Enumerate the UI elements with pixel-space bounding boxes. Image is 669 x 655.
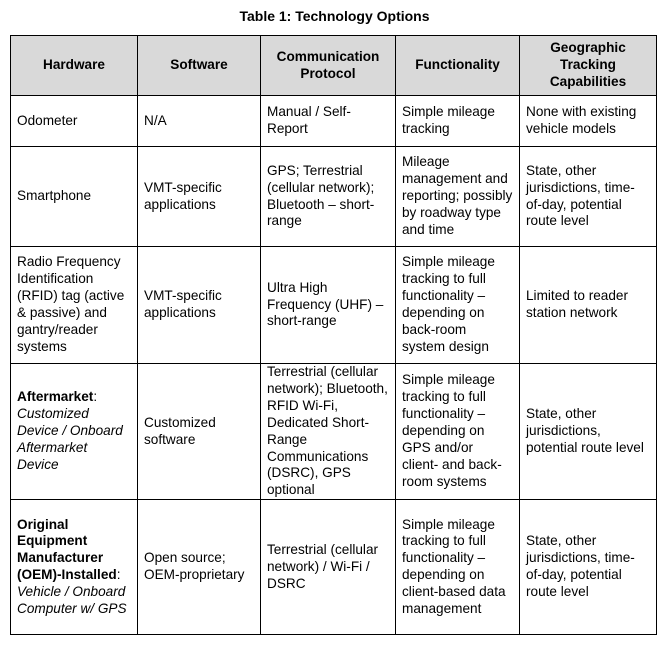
cell-protocol: GPS; Terrestrial (cellular network); Bluetooth – short-range xyxy=(261,147,396,247)
cell-software: N/A xyxy=(138,96,261,147)
cell-geo: Limited to reader station network xyxy=(520,247,657,364)
cell-hardware xyxy=(11,500,138,635)
cell-hardware: Odometer xyxy=(11,96,138,147)
table-row xyxy=(11,500,657,635)
cell-software: Customized software xyxy=(138,364,261,500)
column-header-software: Software xyxy=(138,36,261,96)
cell-hardware xyxy=(11,364,138,500)
cell-functionality: Simple mileage tracking to full functionality – depending on back-room system design xyxy=(396,247,520,364)
cell-protocol: Manual / Self-Report xyxy=(261,96,396,147)
table-header-row xyxy=(11,36,657,96)
cell-functionality: Simple mileage tracking to full functionality – depending on GPS and/or client- and back-room systems xyxy=(396,364,520,500)
cell-hardware: Smartphone xyxy=(11,147,138,247)
table-row xyxy=(11,364,657,500)
hardware-description: Vehicle / Onboard Computer w/ GPS xyxy=(17,584,127,617)
cell-software: VMT-specific applications xyxy=(138,147,261,247)
table-row xyxy=(11,147,657,247)
hardware-category: Original Equipment Manufacturer (OEM)-Installed xyxy=(17,516,117,583)
hardware-separator: : xyxy=(116,567,121,583)
cell-hardware: Radio Frequency Identification (RFID) tag (active & passive) and gantry/reader systems xyxy=(11,247,138,364)
cell-geo: None with existing vehicle models xyxy=(520,96,657,147)
cell-functionality: Mileage management and reporting; possibly by roadway type and time xyxy=(396,147,520,247)
cell-protocol: Ultra High Frequency (UHF) – short-range xyxy=(261,247,396,364)
cell-software: Open source; OEM-proprietary xyxy=(138,500,261,635)
hardware-separator: : xyxy=(93,389,98,405)
hardware-description: Customized Device / Onboard Aftermarket Device xyxy=(17,406,123,472)
column-header-functionality: Functionality xyxy=(396,36,520,96)
cell-software: VMT-specific applications xyxy=(138,247,261,364)
cell-geo: State, other jurisdictions, time-of-day, potential route level xyxy=(520,500,657,635)
column-header-hardware: Hardware xyxy=(11,36,138,96)
technology-options-table xyxy=(10,35,657,635)
table-caption: Table 1: Technology Options xyxy=(239,8,430,24)
column-header-protocol: Communication Protocol xyxy=(261,36,396,96)
cell-functionality: Simple mileage tracking xyxy=(396,96,520,147)
cell-functionality: Simple mileage tracking to full functionality – depending on client-based data management xyxy=(396,500,520,635)
table-row xyxy=(11,247,657,364)
cell-protocol: Terrestrial (cellular network) / Wi-Fi / DSRC xyxy=(261,500,396,635)
hardware-category: Aftermarket xyxy=(17,389,94,405)
cell-geo: State, other jurisdictions, time-of-day, potential route level xyxy=(520,147,657,247)
cell-geo: State, other jurisdictions, potential route level xyxy=(520,364,657,500)
table-row xyxy=(11,96,657,147)
cell-protocol: Terrestrial (cellular network); Bluetooth, RFID Wi-Fi, Dedicated Short-Range Communications (DSRC), GPS optional xyxy=(261,364,396,500)
column-header-geo: Geographic Tracking Capabilities xyxy=(520,36,657,96)
